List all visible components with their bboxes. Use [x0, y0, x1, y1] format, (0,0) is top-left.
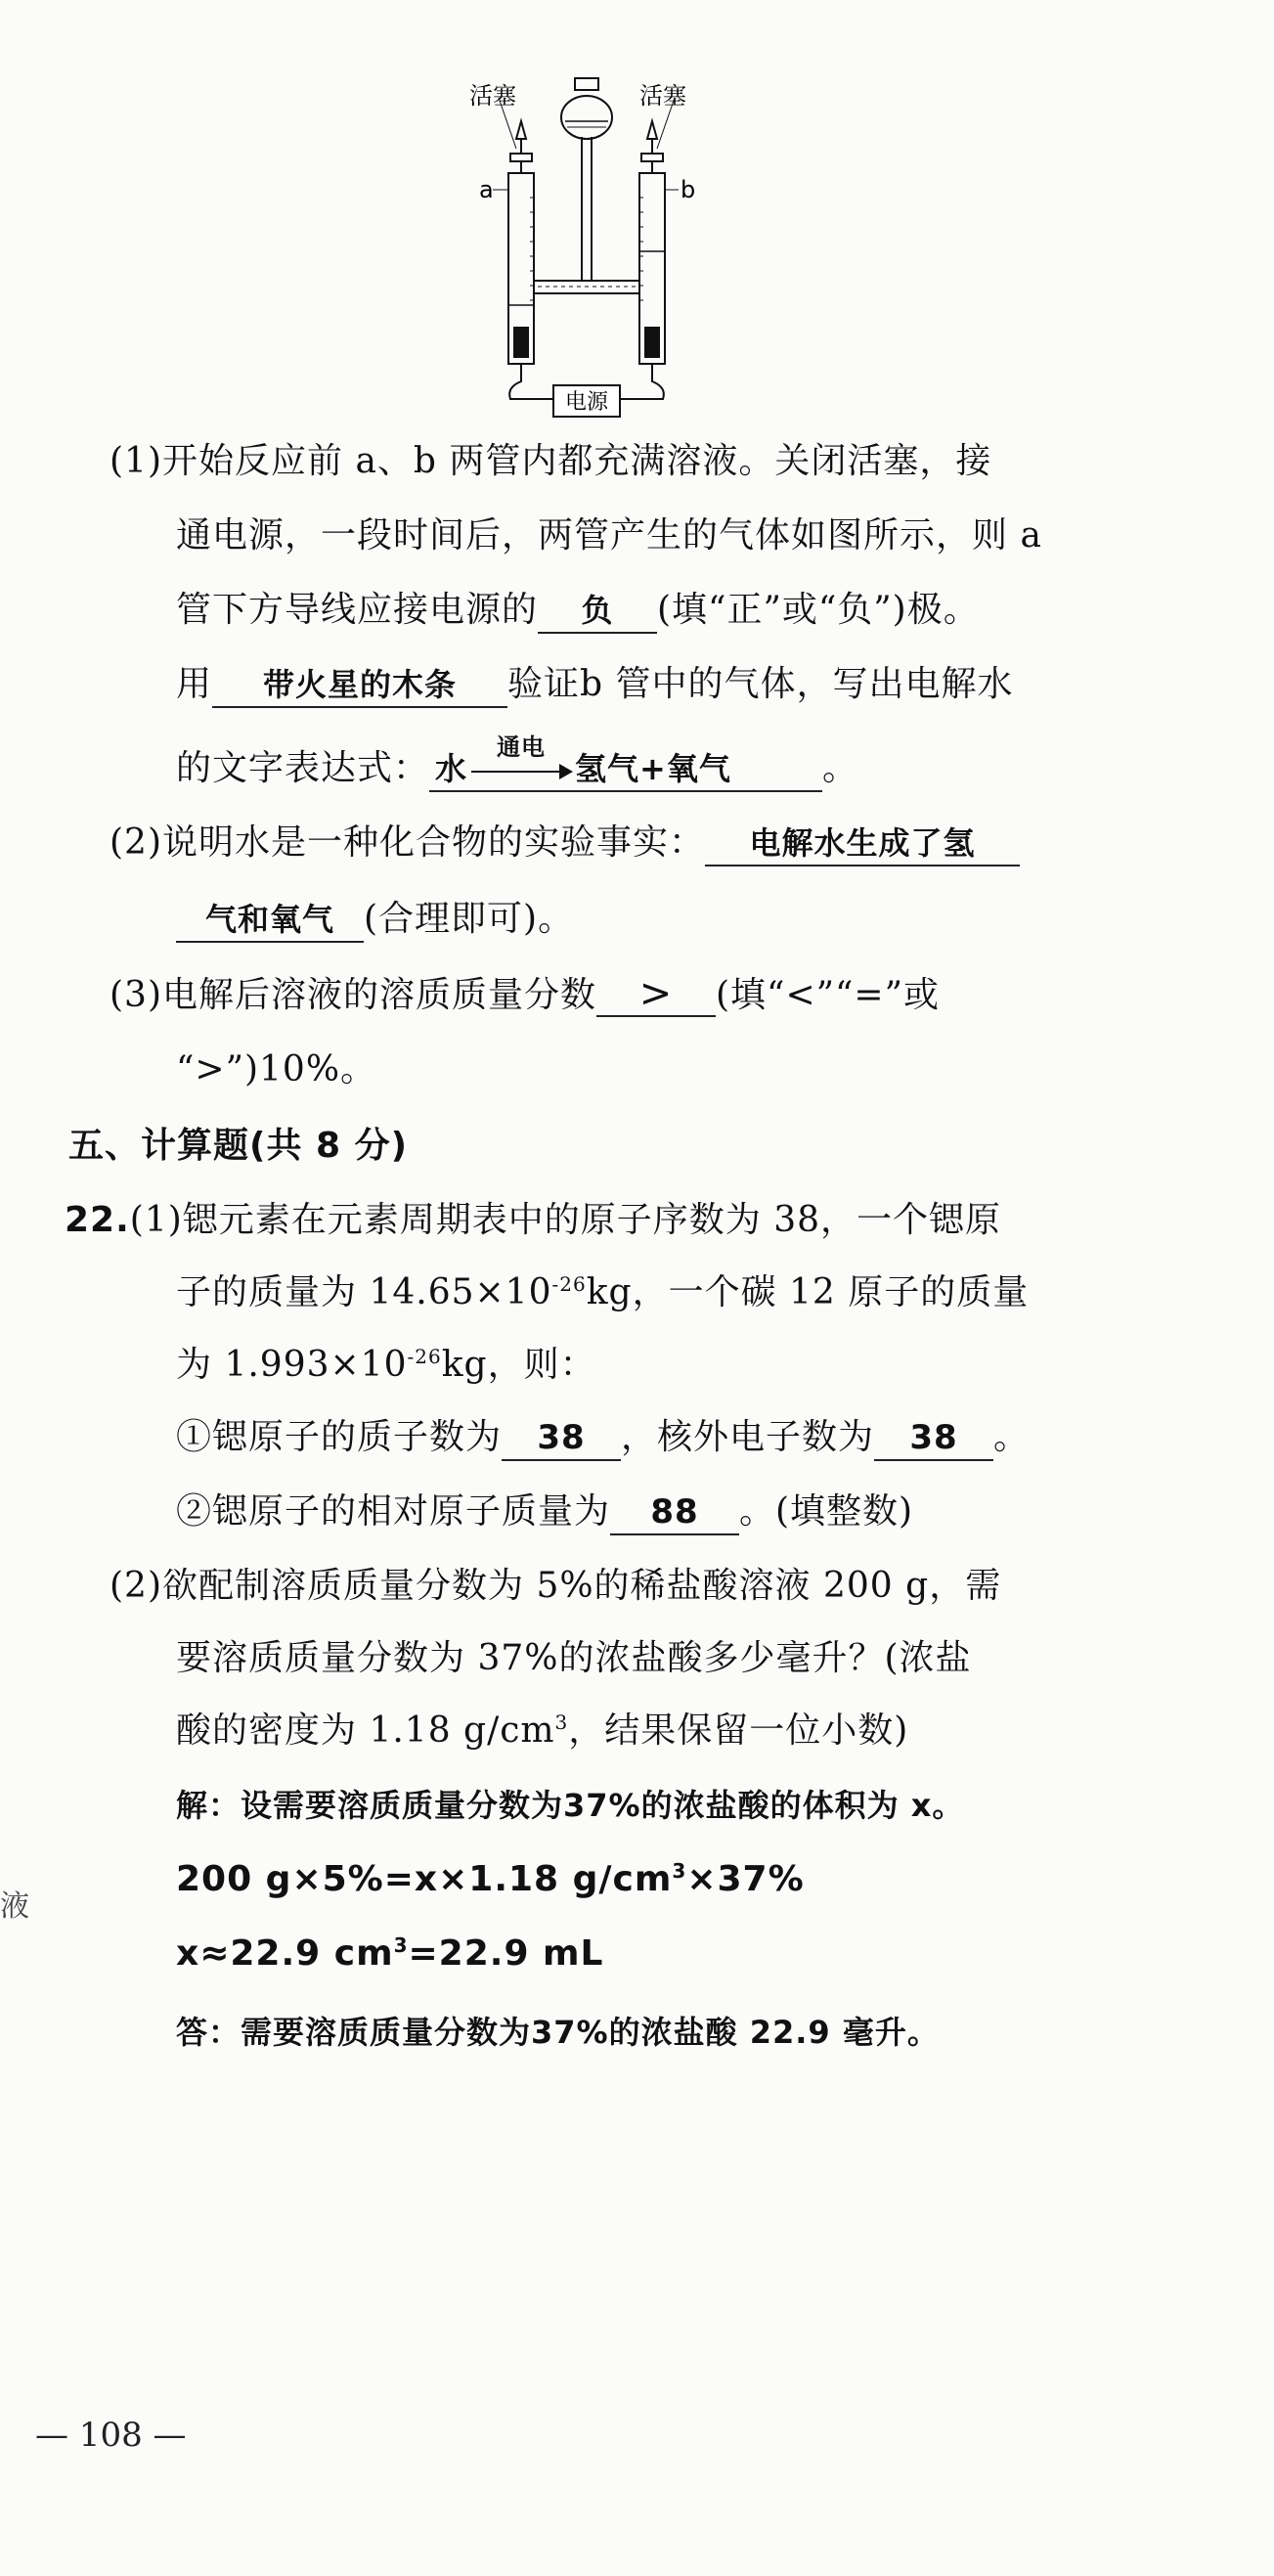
- answer-blank-electrons: 38: [874, 1416, 993, 1461]
- power-source-label: 电源: [564, 390, 609, 415]
- answer-blank-test-method: 带火星的木条: [212, 663, 507, 708]
- solution-line1: 解：设需要溶质质量分数为37%的浓盐酸的体积为 x。: [176, 1787, 965, 1824]
- q22-p1-sub1-mid: ，核外电子数为: [621, 1417, 875, 1457]
- q21-p2-line1: [110, 820, 1020, 866]
- equation-reactant: 水: [435, 750, 468, 787]
- q21-p1-line5-suffix: 。: [822, 748, 859, 788]
- q21-p1-line4-prefix: 用: [176, 664, 213, 704]
- q21-p3-line1: [110, 972, 940, 1019]
- q22-p1-line3-prefix: 为 1.993×10: [176, 1345, 408, 1385]
- exponent: -26: [551, 1272, 587, 1296]
- solution-line2-prefix: 200 g×5%=x×1.18 g/cm: [176, 1859, 673, 1899]
- answer-blank-relative-mass: 88: [610, 1490, 739, 1535]
- q21-p1-line5: [176, 733, 859, 792]
- q21-p1-line2: 通电源，一段时间后，两管产生的气体如图所示，则 a: [176, 515, 1042, 555]
- exponent: 3: [393, 1933, 409, 1957]
- answer-blank-compound-evidence-cont: 气和氧气: [176, 898, 364, 943]
- q22-p1-line2-prefix: 子的质量为 14.65×10: [176, 1272, 552, 1312]
- reaction-condition: 通电: [497, 733, 547, 761]
- q21-p1-line4-suffix: 验证b 管中的气体，写出电解水: [507, 664, 1014, 704]
- q22-p1-sub2-suffix: 。(填整数): [739, 1491, 914, 1532]
- exponent: 3: [554, 1710, 569, 1734]
- solution-line3-suffix: =22.9 mL: [408, 1933, 604, 1974]
- answer-blank-comparison: >: [596, 972, 716, 1017]
- q22-p2-line3-prefix: 酸的密度为 1.18 g/cm: [176, 1710, 555, 1751]
- q21-p1-line4: [176, 661, 1014, 708]
- electrolysis-apparatus-diagram: [460, 70, 714, 422]
- q22-p2-line2: 要溶质质量分数为 37%的浓盐酸多少毫升？(浓盐: [176, 1638, 972, 1678]
- q21-p1-line5-prefix: 的文字表达式：: [176, 748, 430, 788]
- solution-line3-prefix: x≈22.9 cm: [176, 1933, 394, 1974]
- q21-p3-line2: “>”)10%。: [176, 1049, 377, 1089]
- q22-p1-line3: [176, 1342, 596, 1389]
- equation-products: 氢气+氧气: [575, 750, 731, 787]
- section-heading: 五、计算题(共 8 分): [68, 1126, 409, 1166]
- q22-p2-line3-suffix: ，结果保留一位小数): [568, 1710, 909, 1751]
- q21-p1-line3-prefix: 管下方导线应接电源的: [176, 590, 539, 630]
- page-number: — 108 —: [35, 2416, 187, 2455]
- answer-blank-equation: [429, 733, 822, 792]
- exponent: 3: [672, 1859, 687, 1883]
- q21-p1-line3: [176, 587, 980, 634]
- q22-p1-line3-suffix: kg，则：: [441, 1345, 596, 1385]
- q21-p2-line1-prefix: (2)说明水是一种化合物的实验事实：: [110, 822, 705, 863]
- q22-p1-sub1: [176, 1414, 1030, 1461]
- q21-p2-line2: [176, 896, 574, 943]
- q22-p2-line1: (2)欲配制溶质质量分数为 5%的稀盐酸溶液 200 g，需: [110, 1566, 1002, 1606]
- q22-p2-line3: [176, 1708, 908, 1754]
- q22-p1-sub1-suffix: 。: [993, 1417, 1031, 1457]
- q22-p1-sub1-prefix: ①锶原子的质子数为: [176, 1417, 503, 1457]
- q22-p1-sub2: [176, 1488, 913, 1535]
- solution-line3: [176, 1931, 604, 1977]
- q22-p1-line1: [65, 1197, 1001, 1244]
- q21-p3-line1-suffix: (填“<”“=”或: [716, 975, 940, 1015]
- q22-p1-line2: [176, 1269, 1029, 1316]
- solution-answer: 答：需要溶质质量分数为37%的浓盐酸 22.9 毫升。: [176, 2014, 940, 2051]
- q21-p3-line1-prefix: (3)电解后溶液的溶质质量分数: [110, 975, 596, 1015]
- exponent: -26: [407, 1345, 442, 1368]
- q22-p1-line2-suffix: kg，一个碳 12 原子的质量: [586, 1272, 1030, 1312]
- q22-p1-line1-text: (1)锶元素在元素周期表中的原子序数为 38，一个锶原: [129, 1200, 1002, 1240]
- answer-blank-protons: 38: [502, 1416, 621, 1461]
- valve-label-right: 活塞: [639, 82, 686, 110]
- reaction-arrow: [467, 733, 575, 790]
- q21-p2-line2-suffix: (合理即可)。: [364, 899, 575, 939]
- solution-line2: [176, 1856, 805, 1903]
- valve-label-left: 活塞: [469, 82, 516, 110]
- edge-text-fragment: 液: [0, 1889, 29, 1924]
- solution-line2-suffix: ×37%: [686, 1859, 805, 1899]
- q21-p1-line1: (1)开始反应前 a、b 两管内都充满溶液。关闭活塞，接: [110, 441, 992, 481]
- question-number: 22.: [65, 1200, 130, 1240]
- answer-blank-compound-evidence: 电解水生成了氢: [705, 822, 1020, 866]
- tube-label-a: a: [479, 176, 494, 203]
- tube-label-b: b: [681, 176, 696, 203]
- answer-blank-electrode: 负: [538, 589, 657, 634]
- q22-p1-sub2-prefix: ②锶原子的相对原子质量为: [176, 1491, 611, 1532]
- q21-p1-line3-suffix: (填“正”或“负”)极。: [657, 590, 980, 630]
